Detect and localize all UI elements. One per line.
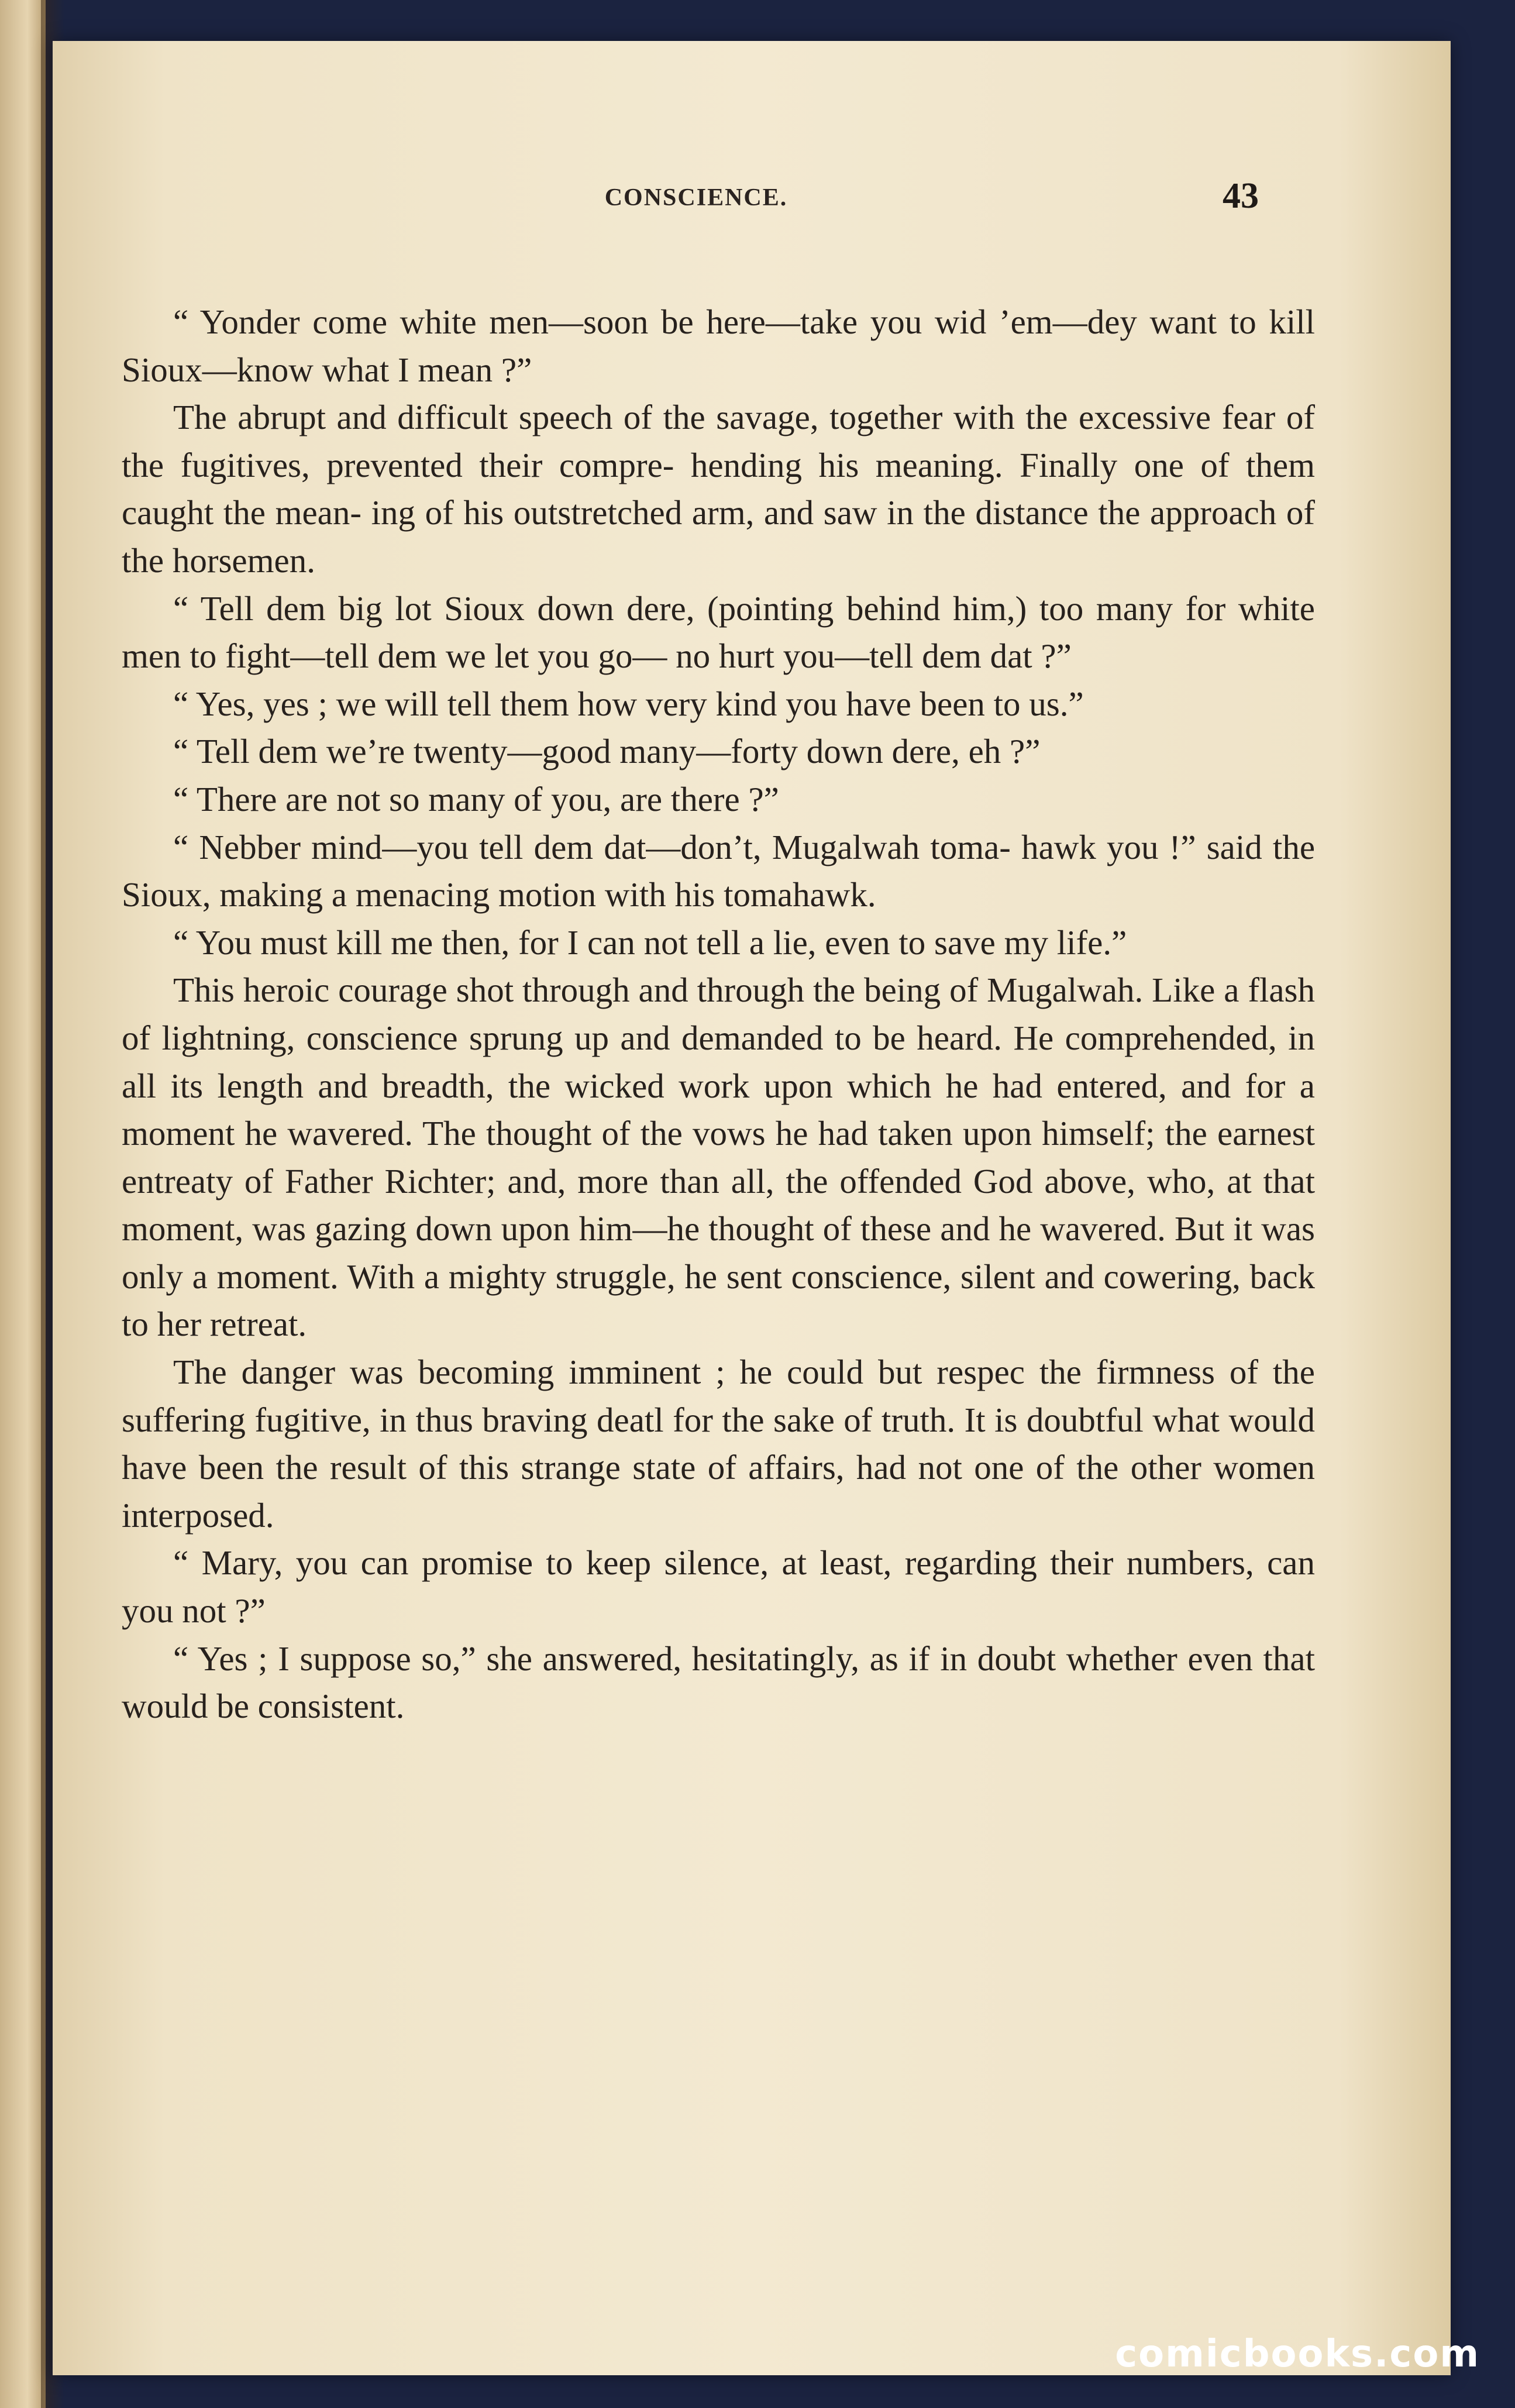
paragraph: “ Mary, you can promise to keep silence, at least, regarding their numbers, can you not ?” xyxy=(122,1543,1315,1630)
paragraph: “ You must kill me then, for I can not tell a lie, even to save my life.” xyxy=(173,923,1127,962)
paragraph: “ Yonder come white men—soon be here—take you wid ’em—dey want to kill Sioux—know what I mean ?” xyxy=(122,302,1315,389)
paragraph: “ Tell dem big lot Sioux down dere, (pointing behind him,) too many for white men to fight—tell dem we let you go— no hurt you—tell dem dat ?” xyxy=(122,589,1315,676)
paragraph: “ Yes ; I suppose so,” she answered, hesitatingly, as if in doubt whether even that would be consistent. xyxy=(122,1639,1315,1726)
left-page-edge xyxy=(0,0,46,2408)
paragraph: This heroic courage shot through and through the being of Mugalwah. Like a flash of lightning, conscience sprung up and demanded to be heard. He comprehended, in all its length and breadth, the wicked work upon which he had entered, and for a moment he wavered. The thought of the vows he had taken upon himself; the earnest entreaty of Father Richter; and, more than all, the offended God above, who, at that moment, was gazing down upon him—he thought of these and he wavered. But it was only a moment. With a mighty struggle, he sent conscience, silent and cowering, back to her retreat. xyxy=(122,971,1315,1344)
paragraph: “ Yes, yes ; we will tell them how very kind you have been to us.” xyxy=(173,684,1084,723)
book-page xyxy=(53,41,1451,2375)
paragraph: “ There are not so many of you, are there ?” xyxy=(173,779,779,818)
paragraph: The danger was becoming imminent ; he could but respec the firmness of the suffering fugitive, in thus braving deatl for the sake of truth. It is doubtful what would have been the result of this strange state of affairs, had not one of the other women interposed. xyxy=(122,1353,1315,1535)
body-text xyxy=(122,298,1315,1731)
page-number: 43 xyxy=(1223,176,1259,216)
paragraph: “ Nebber mind—you tell dem dat—don’t, Mugalwah toma- hawk you !” said the Sioux, making a menacing motion with his tomahawk. xyxy=(122,827,1315,914)
paragraph: The abrupt and difficult speech of the savage, together with the excessive fear of the fugitives, prevented their compre- hending his meaning. Finally one of them caught the mean- ing of his outstretched arm, and saw in the distance the approach of the horsemen. xyxy=(122,398,1315,580)
page-title: CONSCIENCE. xyxy=(604,184,788,211)
running-head xyxy=(53,172,1451,225)
paragraph: “ Tell dem we’re twenty—good many—forty down dere, eh ?” xyxy=(173,732,1041,771)
site-watermark: comicbooks.com xyxy=(1115,2333,1480,2376)
